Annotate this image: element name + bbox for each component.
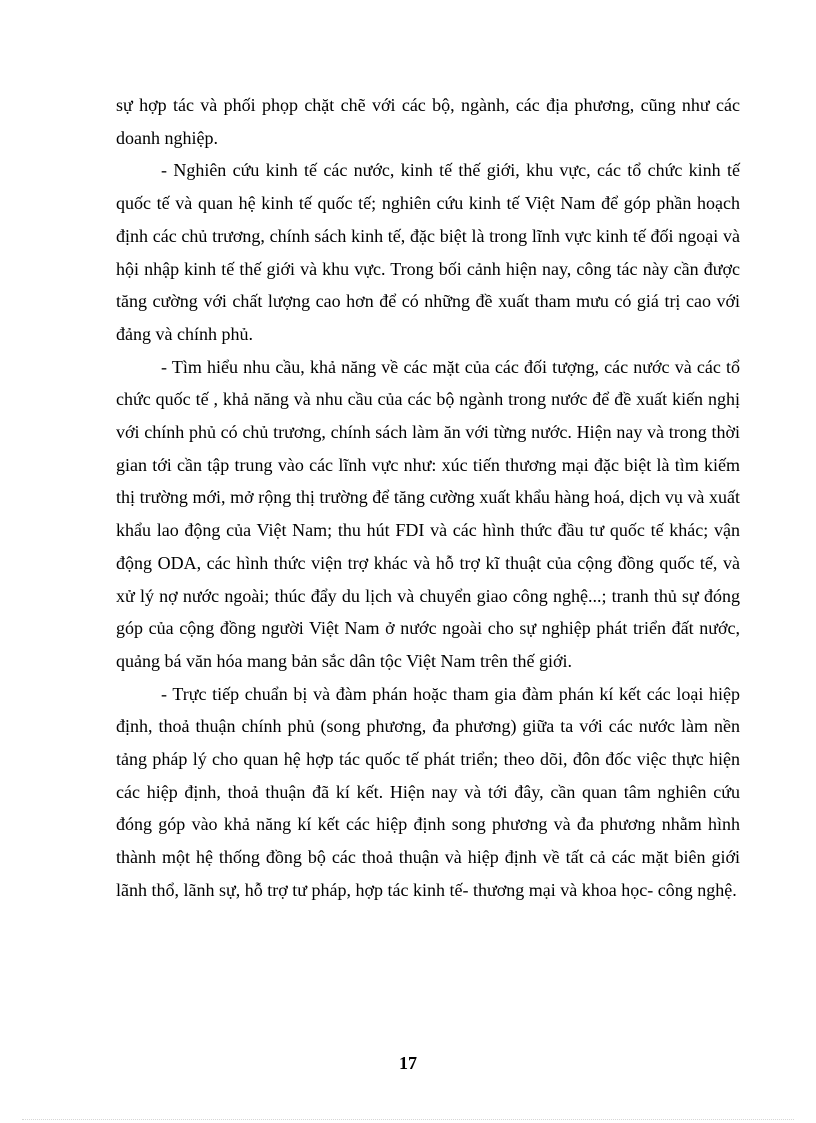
document-body — [116, 89, 740, 907]
paragraph-continuation: sự hợp tác và phối phọp chặt chẽ với các bộ, ngành, các địa phương, cũng như các doanh nghiệp. — [116, 95, 740, 148]
paragraph-economic-research: - Nghiên cứu kinh tế các nước, kinh tế thế giới, khu vực, các tổ chức kinh tế quốc tế và quan hệ kinh tế quốc tế; nghiên cứu kinh tế Việt Nam để góp phần hoạch định các chủ trương, chính sách kinh tế, đặc biệt là trong lĩnh vực kinh tế đối ngoại và hội nhập kinh tế thế giới và khu vực. Trong bối cảnh hiện nay, công tác này cần được tăng cường với chất lượng cao hơn để có những đề xuất tham mưu có giá trị cao với đảng và chính phủ. — [116, 160, 740, 344]
paragraph-negotiation: - Trực tiếp chuẩn bị và đàm phán hoặc tham gia đàm phán kí kết các loại hiệp định, thoả thuận chính phủ (song phương, đa phương) giữa ta với các nước làm nền tảng pháp lý cho quan hệ hợp tác quốc tế phát triển; theo dõi, đôn đốc việc thực hiện các hiệp định, thoả thuận đã kí kết. Hiện nay và tới đây, cần quan tâm nghiên cứu đóng góp vào khả năng kí kết các hiệp định song phương và đa phương nhằm hình thành một hệ thống đồng bộ các thoả thuận và hiệp định về tất cả các mặt biên giới lãnh thổ, lãnh sự, hỗ trợ tư pháp, hợp tác kinh tế- thương mại và khoa học- công nghệ. — [116, 683, 740, 900]
page-number: 17 — [399, 1053, 417, 1073]
paragraph-needs-assessment: - Tìm hiểu nhu cầu, khả năng về các mặt của các đối tượng, các nước và các tổ chức quốc tế , khả năng và nhu cầu của các bộ ngành trong nước để đề xuất kiến nghị với chính phủ có chủ trương, chính sách làm ăn với từng nước. Hiện nay và trong thời gian tới cần tập trung vào các lĩnh vực như: xúc tiến thương mại đặc biệt là tìm kiếm thị trường mới, mở rộng thị trường để tăng cường xuất khẩu hàng hoá, dịch vụ và xuất khẩu lao động của Việt Nam; thu hút FDI và các hình thức đầu tư quốc tế khác; vận động ODA, các hình thức viện trợ khác và hỗ trợ kĩ thuật của cộng đồng quốc tế, và xử lý nợ nước ngoài; thúc đẩy du lịch và chuyển giao công nghệ...; tranh thủ sự đóng góp của cộng đồng người Việt Nam ở nước ngoài cho sự nghiệp phát triển đất nước, quảng bá văn hóa mang bản sắc dân tộc Việt Nam trên thế giới. — [116, 356, 740, 671]
page-bottom-divider — [22, 1119, 794, 1120]
